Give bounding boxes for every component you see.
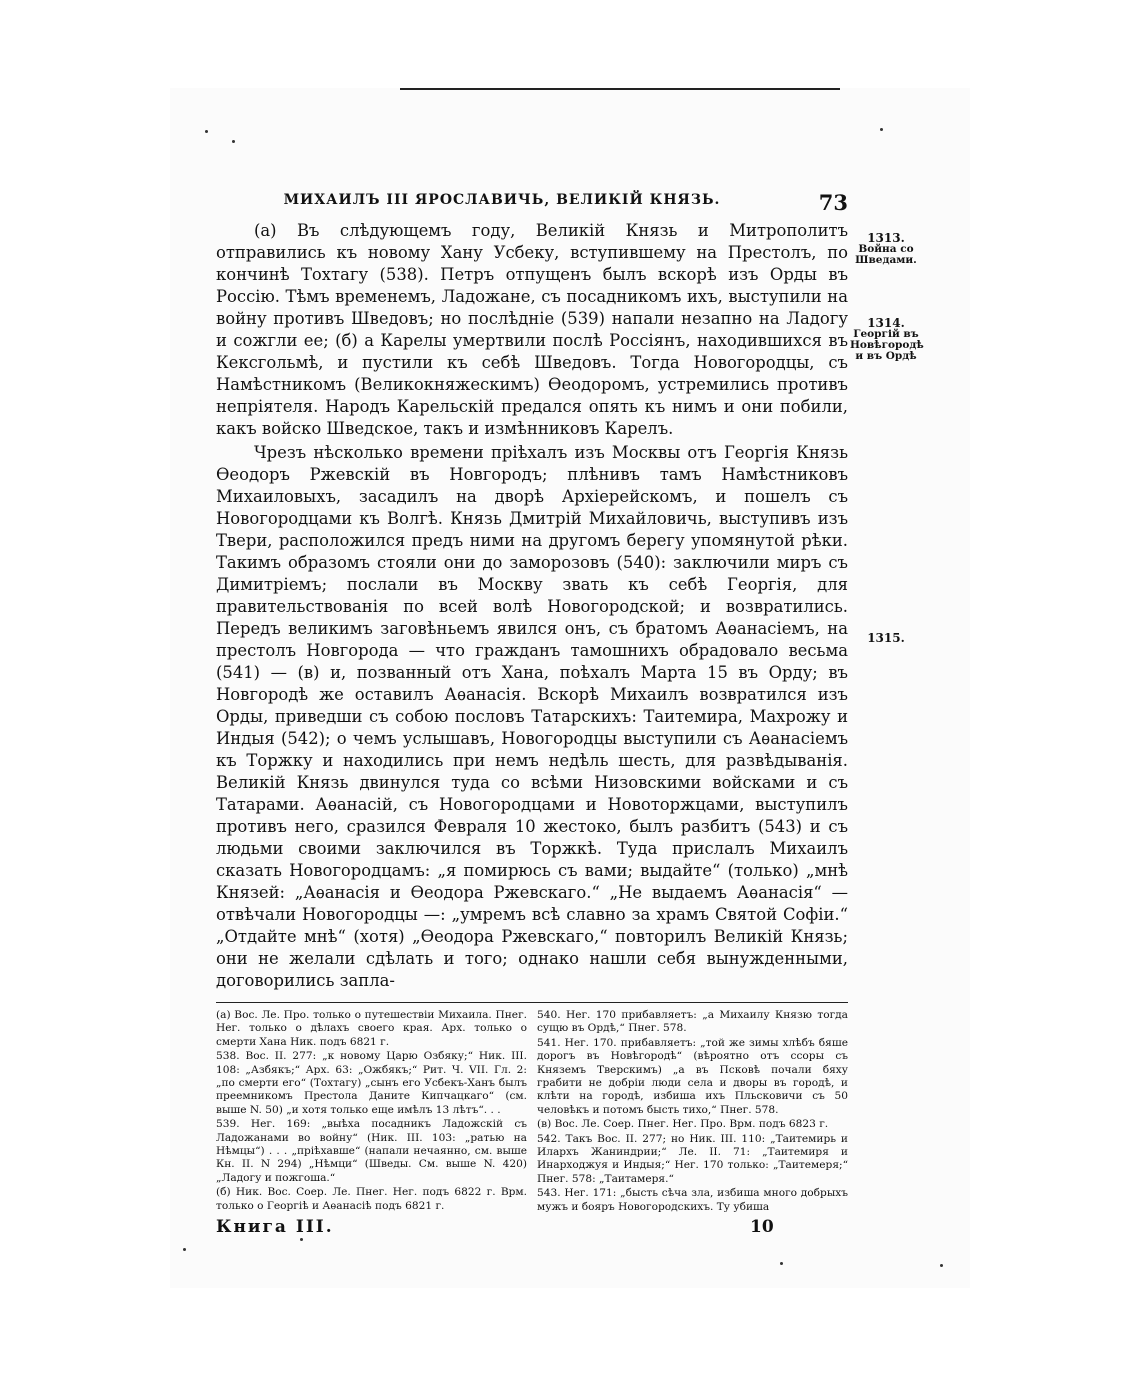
footnote: (в) Вос. Ле. Соер. Пнег. Нег. Про. Врм. подъ 6823 г. [537,1118,829,1131]
footnote: (а) Вос. Ле. Про. только о путешествіи Михаила. Пнег. Нег. только о дѣлахъ своего края. Арх. только о смерти Хана Ник. подъ 6821 г. [216,1009,527,1048]
scan-speck [205,130,208,133]
scan-speck [780,1262,783,1265]
running-title: МИХАИЛЪ III ЯРОСЛАВИЧЬ, ВЕЛИКІЙ КНЯЗЬ. [283,192,721,208]
margin-note-1315 [850,633,922,644]
margin-note-year: 1315. [867,631,905,645]
scan-speck [300,1238,303,1241]
footnote: 539. Нег. 169: „выѣха посадникъ Ладожскій съ Ладожанами во войну“ (Ник. III. 103: „ратью на Нѣмцы“) . . . „пріѣхавше“ (напали нечаянно, см. выше Кн. II. N 294) „Нѣмци“ (Шведы. См. выше N. 420) „Ладогу и пожгоша.“ [216,1118,527,1184]
footnote: 538. Вос. II. 277: „к новому Царю Озбяку;“ Ник. III. 108: „Азбякъ;“ Арх. 63: „Ожбякъ;“ Рит. Ч. VII. Гл. 2: „по смерти его“ (Тохтагу) „сынъ его Усбекъ-Ханъ былъ преемникомъ Престола Даните Кипчацкаго“ (см. выше N. 50) „и хотя только еще имѣлъ 13 лѣтъ“. . . [216,1050,527,1116]
footnote: 540. Нег. 170 прибавляетъ: „а Михаилу Князю тогда сущю въ Ордѣ,“ Пнег. 578. [537,1009,848,1035]
printer-signature [216,1217,848,1239]
margin-note-year: 1314. [867,316,905,330]
book-signature: Книга III. [216,1217,334,1238]
main-text [216,220,848,992]
book-page [216,190,848,1239]
footnotes [216,1009,848,1215]
margin-note-1313 [850,233,922,266]
scan-speck [940,1264,943,1267]
margin-note-1314 [850,318,922,362]
footnote-separator [216,1002,848,1003]
sheet-number: 10 [750,1217,774,1238]
scan-speck [232,140,235,143]
scan-speck [880,128,883,131]
paragraph: Чрезъ нѣсколько времени пріѣхалъ изъ Москвы отъ Георгія Князь Ѳеодоръ Ржевскій въ Новгородъ; плѣнивъ тамъ Намѣстниковъ Михаиловыхъ, засадилъ на дворѣ Архіерейскомъ, и пошелъ съ Новогородцами къ Волгѣ. Князь Дмитрій Михайловичь, выступивъ изъ Твери, расположился предъ ними на другомъ берегу упомянутой рѣки. Такимъ образомъ стояли они до заморозовъ (540): заключили миръ съ Димитріемъ; послали въ Москву звать къ себѣ Георгія, для правительствованія по всей волѣ Новогородской; и возвратились. Передъ великимъ заговѣньемъ явился онъ, съ братомъ Аѳанасіемъ, на престолъ Новгорода — что гражданъ тамошнихъ обрадовало весьма (541) — (в) и, позванный отъ Хана, поѣхалъ Марта 15 въ Орду; въ Новгородѣ же оставилъ Аѳанасія. Вскорѣ Михаилъ возвратился изъ Орды, приведши съ собою пословъ Татарскихъ: Таитемира, Махрожу и Индыя (542); о чемъ услышавъ, Новогородцы выступили съ Аѳанасіемъ къ Торжку и находились при немъ недѣль шесть, для развѣдыванія. Великій Князь двинулся туда со всѣми Низовскими войсками и съ Татарами. Аѳанасій, съ Новогородцами и Новоторжцами, выступилъ противъ него, сразился Февраля 10 жестоко, былъ разбитъ (543) и съ людьми своими заключился въ Торжкѣ. Туда прислалъ Михаилъ сказать Новогородцамъ: „я помирюсь съ вами; выдайте“ (только) „мнѣ Князей: „Аѳанасія и Ѳеодора Ржевскаго.“ „Не выдаемъ Аѳанасія“ — отвѣчали Новогородцы —: „умремъ всѣ славно за храмъ Святой Софіи.“ „Отдайте мнѣ“ (хотя) „Ѳеодора Ржевскаго,“ повторилъ Великій Князь; они не желали сдѣлать и того; однако нашли себя вынужденными, договорились запла- [216,443,848,990]
footnote: 542. Такъ Вос. II. 277; но Ник. III. 110: „Таитемирь и Илархъ Жаниндрии;“ Ле. II. 71: „Таитемиря и Инарходжуя и Индыя;“ Нег. 170 только: „Таитемеря;“ Пнег. 578: „Таитамеря.“ [537,1132,848,1185]
margin-note-text: Война со Шведами. [855,243,917,266]
margin-note-text: Георгій въ Новѣгородѣ и въ Ордѣ [850,328,924,362]
running-head [216,190,848,220]
page-number: 73 [818,190,848,215]
footnotes-right-column [537,1009,848,1215]
paragraph: (а) Въ слѣдующемъ году, Великій Князь и Митрополитъ отправились къ новому Хану Усбеку, вступившему на Престолъ, по кончинѣ Тохтагу (538). Петръ отпущенъ былъ вскорѣ изъ Орды въ Россію. Тѣмъ временемъ, Ладожане, съ посадникомъ ихъ, выступили на войну противъ Шведовъ; но послѣдніе (539) напали незапно на Ладогу и сожгли ее; (б) а Карелы умертвили послѣ Россіянъ, находившихся въ Кексгольмѣ, и пустили къ себѣ Шведовъ. Тогда Новогородцы, съ Намѣстникомъ (Великокняжескимъ) Ѳеодоромъ, устремились противъ непріятеля. Народъ Карельскій предался опять къ нимъ и они побили, какъ войско Шведское, такъ и измѣнниковъ Карелъ. [216,221,848,438]
footnotes-left-column [216,1009,527,1215]
top-rule [400,88,840,90]
footnote: (б) Ник. Вос. Соер. Ле. Пнег. Нег. подъ 6822 г. Врм. только о Георгіѣ и Аѳанасіѣ подъ 6821 г. [216,1186,527,1212]
footnote: 541. Нег. 170. прибавляетъ: „той же зимы хлѣбъ бяше дорогъ въ Новѣгородѣ“ (вѣроятно отъ ссоры съ Княземъ Тверскимъ) „а въ Псковѣ почали бяху грабити не добріи люди села и дворы въ городѣ, и клѣти на городѣ, избиша ихъ Пльсковичи съ 50 человѣкъ и потомъ бысть тихо,“ Пнег. 578. [537,1036,848,1116]
scan-speck [183,1248,186,1251]
footnote: 543. Нег. 171: „бысть сѣча зла, избиша много добрыхъ мужъ и бояръ Новогородскихъ. Ту убиша [537,1187,848,1213]
margin-note-year: 1313. [867,231,905,245]
